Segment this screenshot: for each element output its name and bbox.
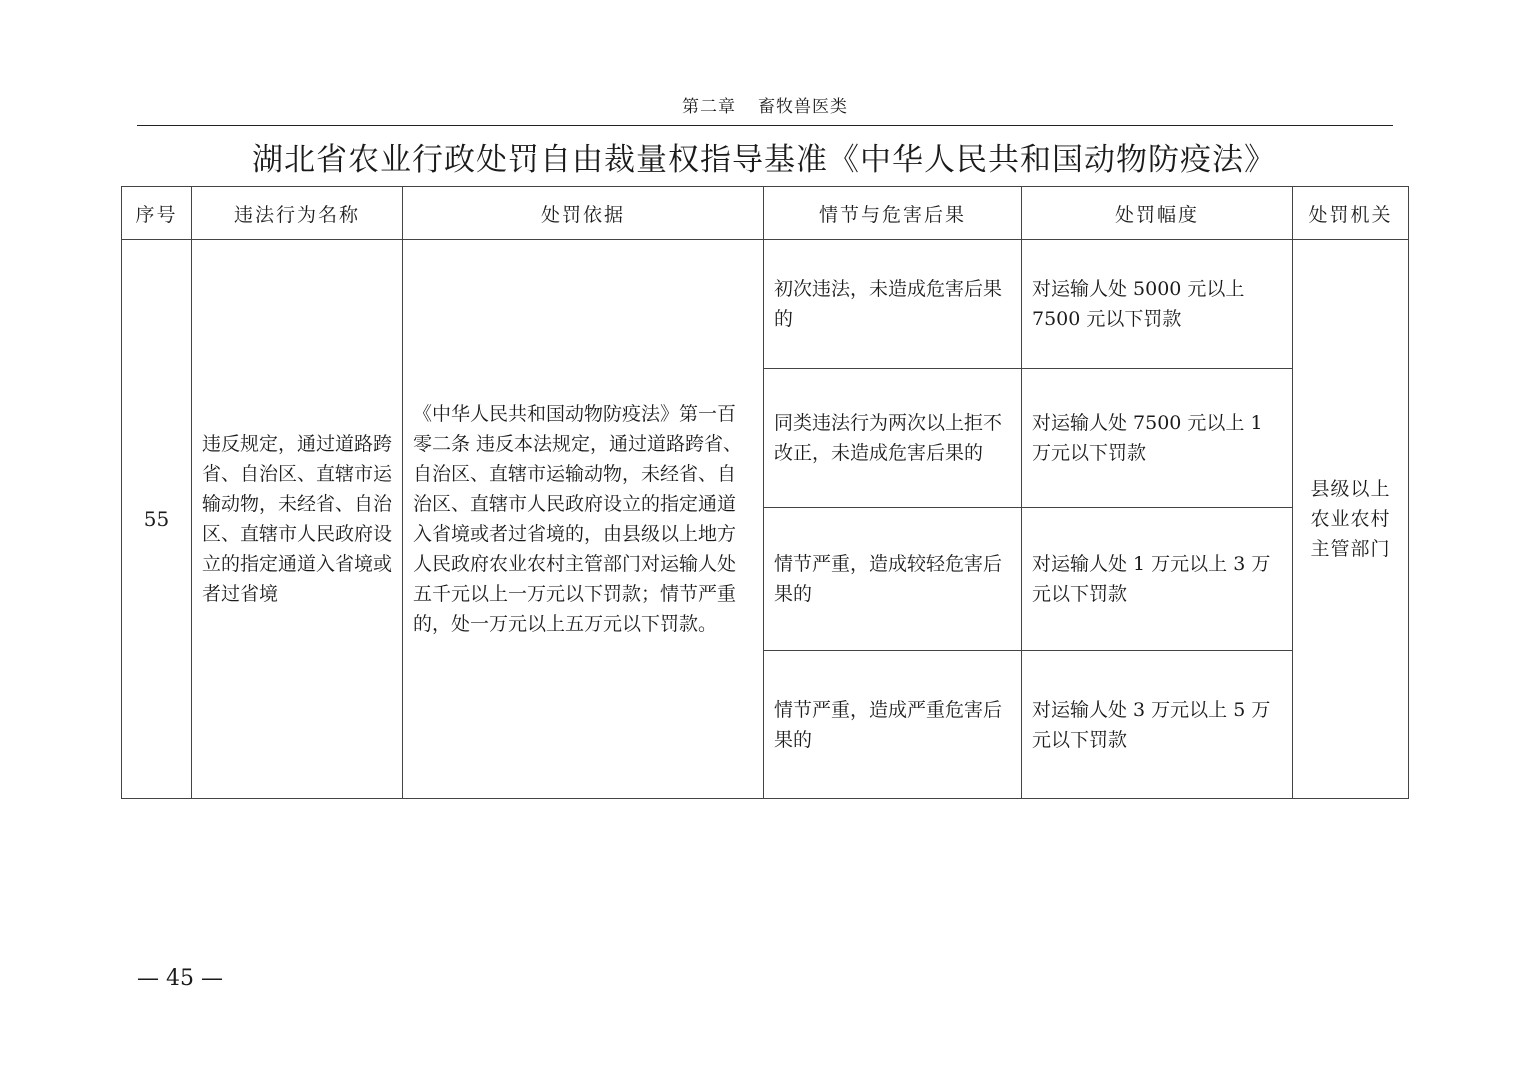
document-title: 湖北省农业行政处罚自由裁量权指导基准《中华人民共和国动物防疫法》: [252, 142, 1276, 178]
cell-seq: 55: [122, 240, 192, 799]
cell-circumstance-1: 初次违法，未造成危害后果的: [764, 240, 1022, 369]
header-range: 处罚幅度: [1022, 187, 1293, 240]
penalty-table: [121, 186, 1409, 799]
cell-circumstance-3: 情节严重，造成较轻危害后果的: [764, 508, 1022, 651]
page-number: — 45 —: [137, 966, 223, 991]
cell-circumstance-4: 情节严重，造成严重危害后果的: [764, 651, 1022, 799]
header-circumstance: 情节与危害后果: [764, 187, 1022, 240]
cell-range-1: 对运输人处 5000 元以上 7500 元以下罚款: [1022, 240, 1293, 369]
header-violation: 违法行为名称: [192, 187, 403, 240]
cell-basis: 《中华人民共和国动物防疫法》第一百零二条 违反本法规定，通过道路跨省、自治区、直辖市运输动物，未经省、自治区、直辖市人民政府设立的指定通道入省境或者过省境的，由县级以上地方人民政府农业农村主管部门对运输人处五千元以上一万元以下罚款；情节严重的，处一万元以上五万元以下罚款。: [403, 240, 764, 799]
cell-violation: 违反规定，通过道路跨省、自治区、直辖市运输动物，未经省、自治区、直辖市人民政府设立的指定通道入省境或者过省境: [192, 240, 403, 799]
cell-circumstance-2: 同类违法行为两次以上拒不改正，未造成危害后果的: [764, 369, 1022, 508]
table-row: [122, 240, 1409, 369]
header-basis: 处罚依据: [403, 187, 764, 240]
table-header-row: [122, 187, 1409, 240]
cell-range-2: 对运输人处 7500 元以上 1 万元以下罚款: [1022, 369, 1293, 508]
cell-range-3: 对运输人处 1 万元以上 3 万元以下罚款: [1022, 508, 1293, 651]
running-header: [137, 92, 1393, 117]
header-authority: 处罚机关: [1293, 187, 1409, 240]
cell-authority: 县级以上农业农村主管部门: [1293, 240, 1409, 799]
header-seq: 序号: [122, 187, 192, 240]
cell-range-4: 对运输人处 3 万元以上 5 万元以下罚款: [1022, 651, 1293, 799]
header-rule: [137, 125, 1393, 126]
chapter-label: 第二章: [682, 97, 736, 117]
category-label: 畜牧兽医类: [758, 97, 848, 117]
